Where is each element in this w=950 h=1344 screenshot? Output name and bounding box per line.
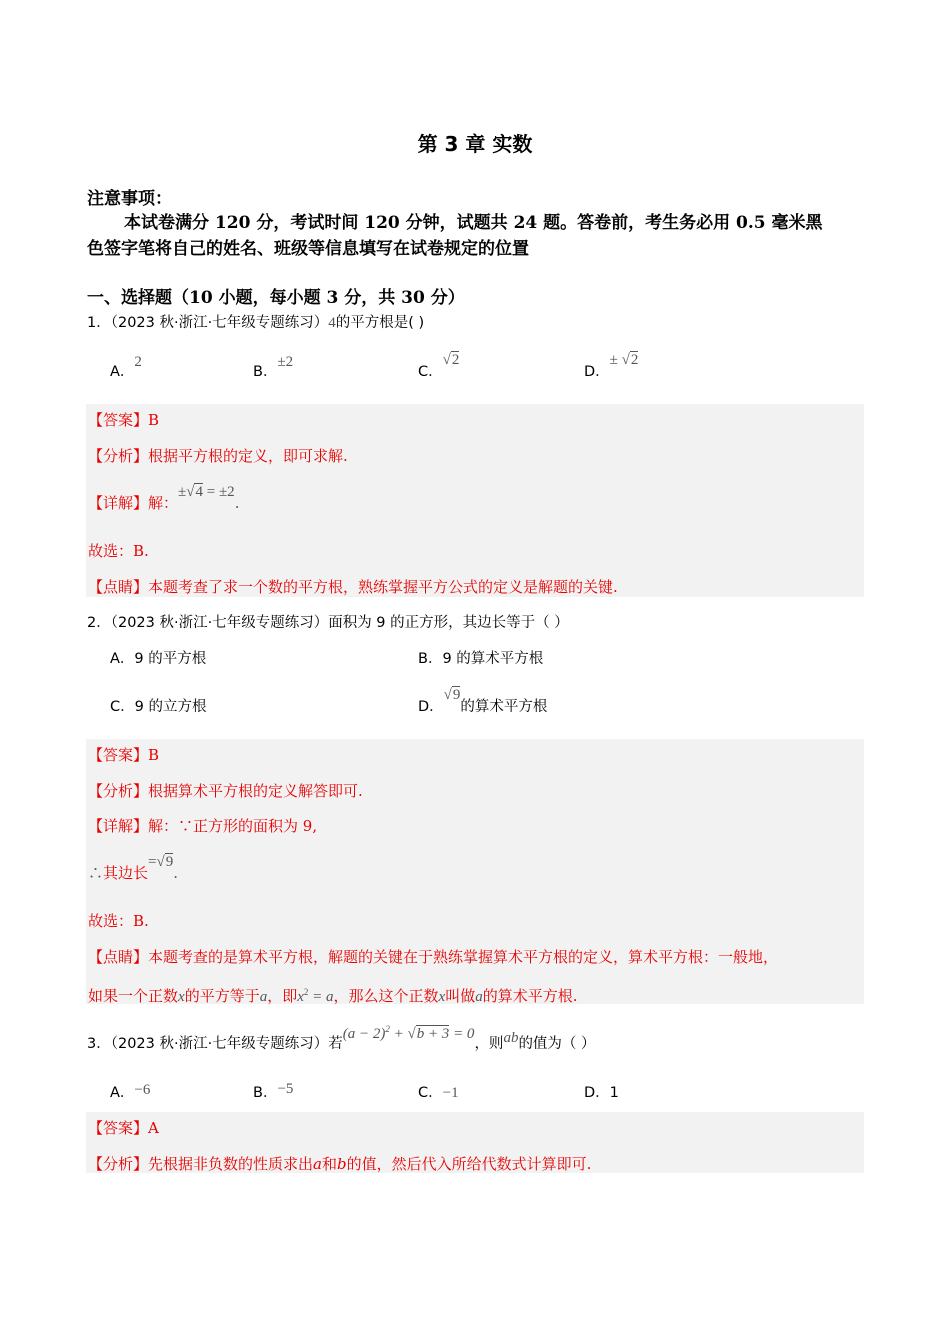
q3-option-b: [253, 1081, 293, 1102]
q1-answer: 【答案】B: [88, 411, 160, 429]
math-x: x: [297, 989, 304, 1005]
math-x: x: [178, 989, 185, 1005]
math-eq: = a: [308, 989, 334, 1005]
text: ，即: [267, 987, 298, 1005]
q2-comment-2: [88, 985, 578, 1006]
question-2-stem: 2．（2023 秋·浙江·七年级专题练习）面积为 9 的正方形，其边长等于（ ）: [87, 615, 569, 631]
q1-analysis: 【分析】根据平方根的定义，即可求解.: [88, 447, 348, 465]
q2-choice: 故选：B.: [88, 912, 149, 930]
option-math: −6: [134, 1082, 151, 1098]
option-math: 9: [452, 687, 461, 703]
q2-detail-2: ∴其边长=√9.: [88, 854, 179, 882]
option-label: A．: [110, 364, 135, 380]
detail-label: 【详解】解：: [88, 494, 179, 512]
stem-text: ，则: [474, 1036, 504, 1052]
option-label: B．: [253, 1085, 278, 1101]
stem-math: +: [389, 1026, 408, 1042]
stem-math: 2: [385, 1024, 390, 1034]
stem-text: 的值为（ ）: [518, 1036, 596, 1052]
text: 叫做: [445, 987, 476, 1005]
notice-line-1: 本试卷满分 120 分，考试时间 120 分钟，试题共 24 题。答卷前，考生务必用 0.5 毫米黑: [124, 213, 823, 233]
detail-math: 9: [165, 854, 174, 870]
q1-option-c: C．√2: [418, 352, 460, 380]
q1-choice: 故选：B.: [88, 542, 149, 560]
q2-comment-1: 【点睛】本题考查的是算术平方根，解题的关键在于熟练掌握算术平方根的定义，算术平方根：一般地，: [88, 948, 779, 966]
notice-heading: 注意事项：: [87, 189, 172, 209]
stem-math: ab: [503, 1030, 519, 1046]
option-label: C．: [418, 1085, 443, 1101]
text: 和: [321, 1155, 337, 1173]
option-math: 2: [134, 354, 142, 370]
q3-option-a: [110, 1081, 150, 1102]
question-3-stem: 3．（2023 秋·浙江·七年级专题练习）若$(a - 2)^2 + √b + 3 = 0$，则ab的值为（ ）: [87, 1024, 596, 1052]
option-math: −1: [442, 1085, 459, 1101]
q3-analysis: [88, 1153, 591, 1174]
q3-option-c: [418, 1081, 459, 1102]
math-b: b: [336, 1155, 347, 1173]
detail-end: .: [234, 494, 240, 512]
option-text: 的算术平方根: [460, 699, 548, 715]
question-1-stem: [87, 311, 424, 332]
text: 如果一个正数: [88, 987, 179, 1005]
stem-text: 3．（2023 秋·浙江·七年级专题练习）若: [87, 1036, 343, 1052]
q1-option-a: [110, 354, 142, 381]
stem-text: 1．（2023 秋·浙江·七年级专题练习）: [87, 315, 329, 331]
stem-math: = 0: [449, 1026, 475, 1042]
notice-line-2: 色签字笔将自己的姓名、班级等信息填写在试卷规定的位置: [87, 239, 529, 259]
detail-math: 4: [195, 484, 203, 500]
detail-text: 其边长: [103, 864, 149, 882]
q2-analysis: 【分析】根据算术平方根的定义解答即可.: [88, 782, 363, 800]
stem-math: 4: [328, 315, 336, 331]
detail-math: ±: [178, 484, 187, 500]
q3-answer: 【答案】A: [88, 1119, 159, 1137]
q1-option-d: D．± √2: [584, 352, 639, 380]
text: 的平方等于: [184, 987, 260, 1005]
option-label: D．: [584, 364, 610, 380]
math-exponent: 2: [303, 987, 309, 997]
option-math: 2: [630, 352, 639, 368]
q2-option-c: C．9 的立方根: [110, 699, 207, 715]
q2-option-a: A．9 的平方根: [110, 651, 207, 667]
math-a: a: [313, 1155, 322, 1173]
option-math: ±: [609, 352, 618, 368]
q2-answer: 【答案】B: [88, 746, 160, 764]
option-label: C．: [418, 364, 443, 380]
q1-detail: 【详解】解：±√4 = ±2.: [88, 484, 240, 512]
option-math: −5: [277, 1081, 294, 1097]
option-math: 2: [451, 352, 460, 368]
therefore-symbol: ∴: [88, 864, 104, 882]
text: 的值，然后代入所给代数式计算即可.: [346, 1155, 592, 1173]
math-a: a: [259, 989, 268, 1005]
text: 的算术平方根.: [482, 987, 578, 1005]
page-title: 第 3 章 实数: [417, 132, 533, 156]
section-heading: 一、选择题（10 小题，每小题 3 分，共 30 分）: [87, 288, 465, 308]
stem-math: (a − 2): [342, 1026, 386, 1042]
q1-option-b: [253, 354, 294, 381]
text: ，那么这个正数: [333, 987, 439, 1005]
q3-option-d: D．1: [584, 1085, 619, 1101]
q2-detail: 【详解】解：∵正方形的面积为 9,: [88, 817, 318, 835]
option-label: B．: [253, 364, 278, 380]
stem-math: b + 3: [416, 1026, 450, 1042]
q1-comment: 【点睛】本题考查了求一个数的平方根，熟练掌握平方公式的定义是解题的关键.: [88, 578, 618, 596]
detail-math: = ±2: [206, 484, 235, 500]
option-label: D．: [418, 699, 444, 715]
math-a: a: [475, 989, 483, 1005]
q2-option-d: D．√9的算术平方根: [418, 687, 548, 715]
detail-end: .: [173, 864, 179, 882]
text: 【分析】先根据非负数的性质求出: [88, 1155, 314, 1173]
q2-option-b: B．9 的算术平方根: [418, 651, 544, 667]
option-label: A．: [110, 1085, 135, 1101]
option-math: ±2: [277, 354, 294, 370]
stem-text: 的平方根是( ): [335, 315, 425, 331]
math-x: x: [438, 989, 446, 1005]
detail-math: =: [148, 854, 157, 870]
